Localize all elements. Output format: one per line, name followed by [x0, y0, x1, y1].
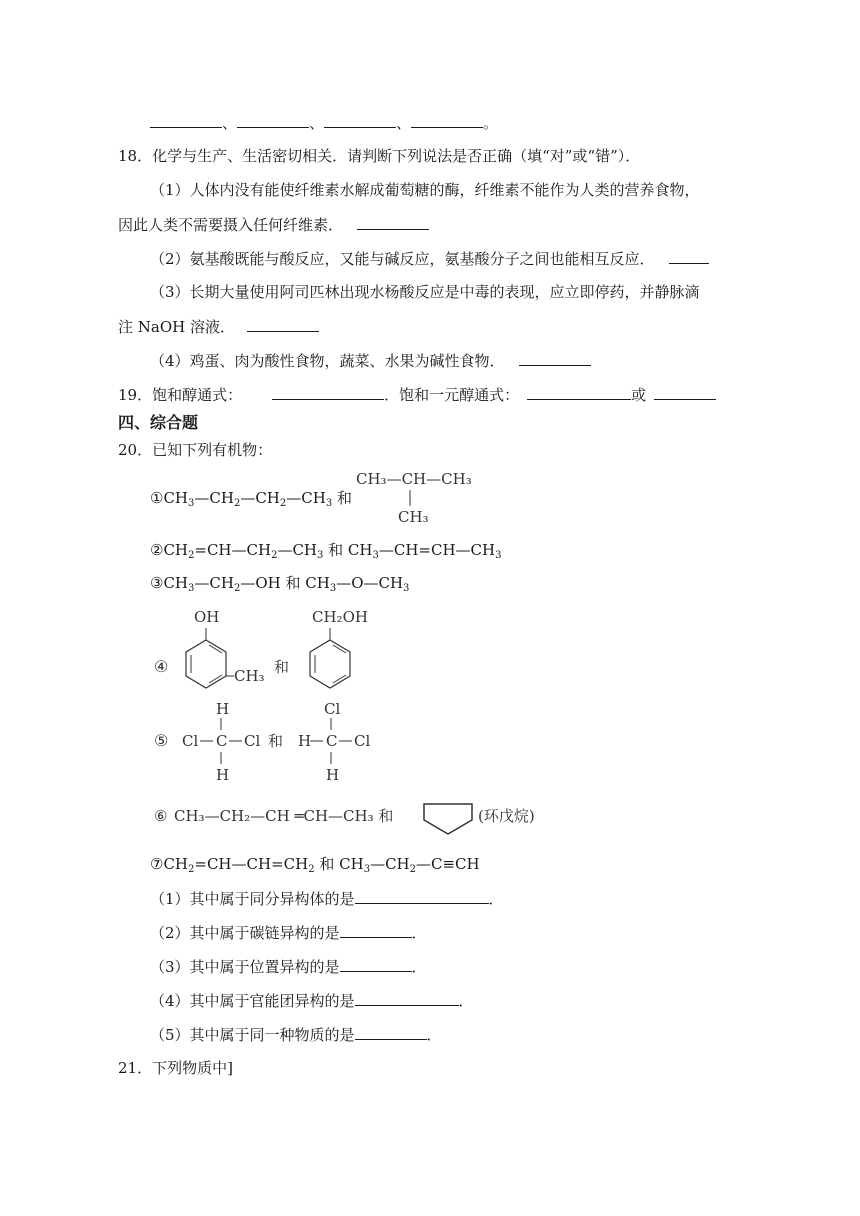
answer-blank[interactable]	[357, 214, 429, 230]
svg-text:和: 和	[268, 732, 284, 750]
svg-text:CH₃: CH₃	[234, 667, 265, 685]
svg-text:H: H	[216, 700, 230, 718]
q20-question-5: （5）其中属于同一种物质的是 ．	[150, 1026, 442, 1044]
q21-stem: 21．下列物质中]	[118, 1059, 233, 1077]
answer-blank[interactable]	[340, 956, 412, 972]
svg-text:H: H	[298, 732, 312, 750]
svg-text:H: H	[216, 766, 230, 784]
answer-blank[interactable]	[355, 990, 459, 1006]
q20-item-1: $①CH_3—CH_2—CH_2—CH_3$ 和	[150, 489, 352, 509]
svg-text:⑥: ⑥	[154, 807, 168, 825]
q20-question-4: （4）其中属于官能团异构的是 ．	[150, 992, 474, 1010]
svg-text:C: C	[326, 732, 338, 750]
q18-statement-4: （4）鸡蛋、肉为酸性食物，蔬菜、水果为碱性食物．	[150, 350, 591, 371]
svg-text:H: H	[326, 766, 340, 784]
answer-blank[interactable]	[150, 112, 222, 128]
q20-question-3: （3）其中属于位置异构的是 ．	[150, 958, 427, 976]
item-5-structures	[150, 698, 390, 788]
answer-blank[interactable]	[340, 922, 412, 938]
answer-blank[interactable]	[519, 350, 591, 366]
q18-statement-3a: （3）长期大量使用阿司匹林出现水杨酸反应是中毒的表现，应立即停药，并静脉滴	[150, 283, 700, 301]
q19: 19．饱和醇通式： ．饱和一元醇通式： 或	[118, 384, 716, 405]
q20-question-1: （1）其中属于同分异构体的是 ．	[150, 890, 504, 908]
svg-text:⑤: ⑤	[154, 731, 169, 750]
svg-text:和: 和	[274, 658, 290, 676]
q20-item-2: $②CH_2=CH—CH_2—CH_3$ 和 $CH_3—CH=CH—CH_3$	[150, 541, 502, 561]
answer-blank[interactable]	[669, 248, 709, 264]
q17-blanks: 、 、 、 。	[150, 112, 498, 133]
isobutane-structure	[352, 466, 492, 526]
svg-text:CH₂OH: CH₂OH	[312, 608, 368, 626]
svg-text:CH₃: CH₃	[398, 508, 429, 526]
svg-text:Cl: Cl	[354, 732, 371, 750]
answer-blank[interactable]	[272, 384, 384, 400]
item-6-structures	[150, 796, 550, 840]
svg-text:Cl: Cl	[182, 732, 199, 750]
q18-statement-1b: 因此人类不需要摄入任何纤维素．	[118, 214, 429, 235]
svg-text:(环戊烷): (环戊烷)	[478, 807, 535, 825]
q20-item-7: $⑦CH_2=CH—CH=CH_2$ 和 $CH_3—CH_2—C\equiv CH$	[150, 855, 480, 875]
svg-text:④: ④	[154, 657, 169, 676]
q18-statement-2: （2）氨基酸既能与酸反应，又能与碱反应，氨基酸分子之间也能相互反应．	[150, 248, 709, 269]
q20-item-3: $③CH_3—CH_2—OH$ 和 $CH_3—O—CH_3$	[150, 574, 410, 594]
svg-text:OH: OH	[194, 608, 220, 626]
answer-blank[interactable]	[411, 112, 483, 128]
q18-statement-1a: （1）人体内没有能使纤维素水解成葡萄糖的酶，纤维素不能作为人类的营养食物，	[150, 181, 700, 199]
svg-text:Cl: Cl	[324, 700, 341, 718]
answer-blank[interactable]	[324, 112, 396, 128]
section-heading: 四、综合题	[118, 413, 199, 432]
answer-blank[interactable]	[527, 384, 631, 400]
q18-statement-3b: 注 NaOH 溶液．	[118, 316, 319, 337]
answer-blank[interactable]	[247, 316, 319, 332]
q18-stem: 18．化学与生产、生活密切相关．请判断下列说法是否正确（填“对”或“错”）．	[118, 147, 641, 165]
svg-text:C: C	[216, 732, 228, 750]
answer-blank[interactable]	[654, 384, 716, 400]
answer-blank[interactable]	[355, 888, 489, 904]
svg-text:Cl: Cl	[244, 732, 261, 750]
item-4-structures	[150, 600, 390, 700]
answer-blank[interactable]	[237, 112, 309, 128]
answer-blank[interactable]	[355, 1024, 427, 1040]
svg-text:CH₃—CH₂—CH ═CH—CH₃ 和: CH₃—CH₂—CH ═CH—CH₃ 和	[174, 807, 394, 825]
q20-question-2: （2）其中属于碳链异构的是 ．	[150, 924, 427, 942]
q20-stem: 20．已知下列有机物：	[118, 441, 273, 459]
svg-text:CH₃—CH—CH₃: CH₃—CH—CH₃	[356, 470, 472, 488]
